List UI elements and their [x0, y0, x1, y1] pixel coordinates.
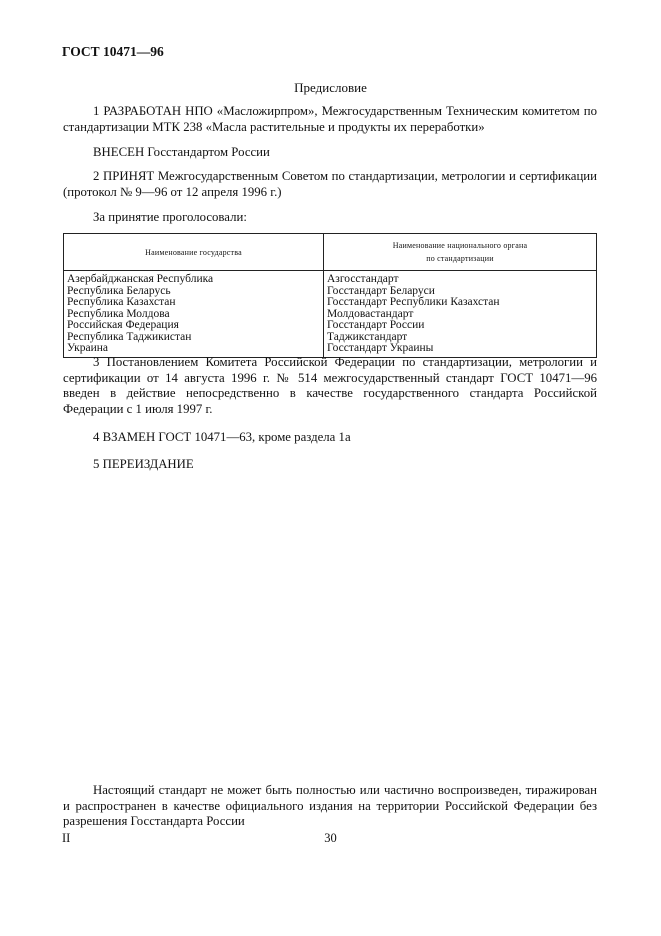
paragraph-resolution: 3 Постановлением Комитета Российской Федерации по стандартизации, метрологии и сертификации от 14 августа 1996 г. № 514 межгосударственный стандарт ГОСТ 10471—96 введен в действие непосредственно в качестве государственного стандарта Российской Федерации с 1 июля 1997 г. [63, 355, 597, 416]
paragraph-developed-by: 1 РАЗРАБОТАН НПО «Масложирпром», Межгосударственным Техническим комитетом по стандартизации МТК 238 «Масла растительные и продукты их переработки» [63, 104, 597, 134]
state-name: Украина [67, 342, 108, 354]
paragraph-voted: За принятие проголосовали: [93, 210, 247, 224]
state-name: Республика Беларусь [67, 284, 171, 297]
paragraph-reissue: 5 ПЕРЕИЗДАНИЕ [93, 457, 194, 471]
column-header-state-label: Наименование государства [145, 247, 242, 257]
states-cell [64, 271, 324, 358]
paragraph-replaces: 4 ВЗАМЕН ГОСТ 10471—63, кроме раздела 1а [93, 430, 351, 444]
table-header-row [64, 234, 597, 271]
voting-table [63, 233, 597, 358]
table-row [64, 271, 597, 358]
standards-body-name: Госстандарт России [327, 319, 425, 331]
standards-body-name: Молдовастандарт [327, 307, 414, 320]
column-header-state [64, 234, 324, 271]
standards-body-name: Госстандарт Беларуси [327, 284, 435, 297]
standards-body-name: Госстандарт Республики Казахстан [327, 296, 500, 308]
state-name: Российская Федерация [67, 319, 179, 331]
state-name: Республика Таджикистан [67, 330, 192, 343]
state-name: Азербайджанская Республика [67, 273, 214, 285]
standards-body-name: Таджикстандарт [327, 330, 408, 343]
paragraph-adopted-by: 2 ПРИНЯТ Межгосударственным Советом по стандартизации, метрологии и сертификации (протокол № 9—96 от 12 апреля 1996 г.) [63, 169, 597, 199]
standards-body-name: Азгосстандарт [327, 273, 399, 285]
paragraph-introduced-by: ВНЕСЕН Госстандартом России [93, 145, 270, 159]
section-title: Предисловие [294, 80, 367, 95]
standards-body-name: Госстандарт Украины [327, 342, 434, 354]
state-name: Республика Казахстан [67, 296, 176, 308]
copyright-note: Настоящий стандарт не может быть полностью или частично воспроизведен, тиражирован и распространен в качестве официального издания на территории Российской Федерации без разрешения Госстандарта России [63, 783, 597, 828]
state-name: Республика Молдова [67, 307, 170, 320]
page-roman-numeral: II [62, 831, 71, 845]
document-code: ГОСТ 10471—96 [62, 44, 164, 59]
column-header-national-body [324, 234, 597, 271]
column-header-national-body-line1: Наименование национального органа [392, 241, 528, 250]
standards-bodies-cell [324, 271, 597, 358]
column-header-national-body-line2: по стандартизации [426, 254, 494, 263]
page-number: 30 [324, 831, 337, 845]
